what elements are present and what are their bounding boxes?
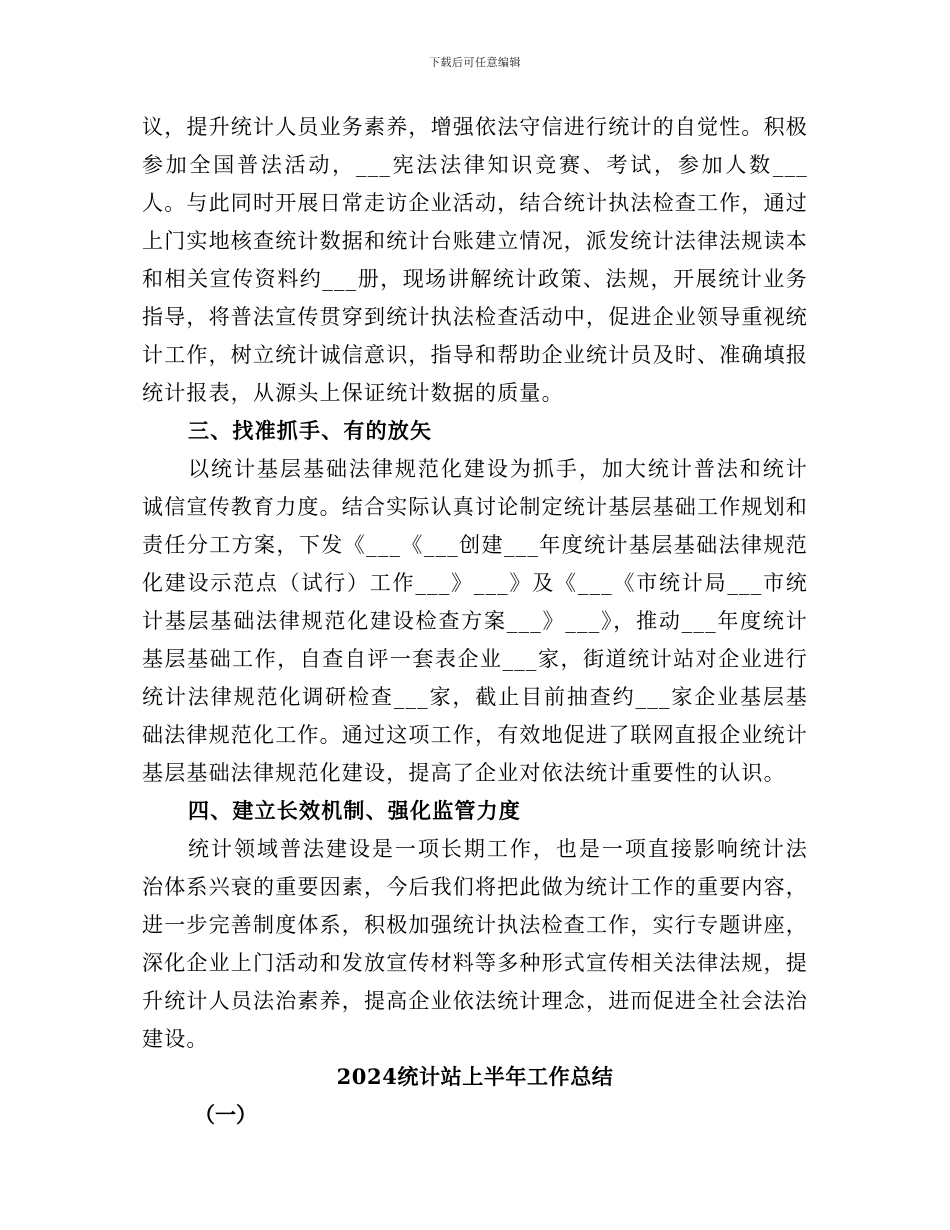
page-header-note: 下载后可任意编辑 — [429, 56, 521, 69]
paragraph-section-3: 以统计基层基础法律规范化建设为抓手，加大统计普法和统计诚信宣传教育力度。结合实际认真讨论制定统计基层基础工作规划和责任分工方案，下发《___《___创建___年度统计基层基础法律规范化建设示范点（试行）工作___》___》及《___《市统计局___市统计基层基础法律规范化建设检查方案___》___》，推动___年度统计基层基础工作，自查自评一套表企业___家，街道统计站对企业进行统计法律规范化调研检查___家，截止目前抽查约___家企业基层基础法律规范化工作。通过这项工作，有效地促进了联网直报企业统计基层基础法律规范化建设，提高了企业对依法统计重要性的认识。 — [142, 457, 808, 785]
paragraph-continued: 议，提升统计人员业务素养，增强依法守信进行统计的自觉性。积极参加全国普法活动，___宪法法律知识竞赛、考试，参加人数___人。与此同时开展日常走访企业活动，结合统计执法检查工作，通过上门实地核查统计数据和统计台账建立情况，派发统计法律法规读本和相关宣传资料约___册，现场讲解统计政策、法规，开展统计业务指导，将普法宣传贯穿到统计执法检查活动中，促进企业领导重视统计工作，树立统计诚信意识，指导和帮助企业统计员及时、准确填报统计报表，从源头上保证统计数据的质量。 — [142, 115, 808, 405]
document-title: 2024统计站上半年工作总结 — [336, 1064, 614, 1089]
section-heading-4: 四、建立长效机制、强化监管力度 — [188, 798, 521, 823]
paragraph-section-4: 统计领域普法建设是一项长期工作，也是一项直接影响统计法治体系兴衰的重要因素，今后我们将把此做为统计工作的重要内容，进一步完善制度体系，积极加强统计执法检查工作，实行专题讲座，深化企业上门活动和发放宣传材料等多种形式宣传相关法律法规，提升统计人员法治素养，提高企业依法统计理念，进而促进全社会法治建设。 — [142, 837, 808, 1051]
section-marker: （一） — [194, 1102, 257, 1127]
document-body — [142, 108, 808, 1134]
section-heading-3: 三、找准抓手、有的放矢 — [188, 418, 433, 443]
